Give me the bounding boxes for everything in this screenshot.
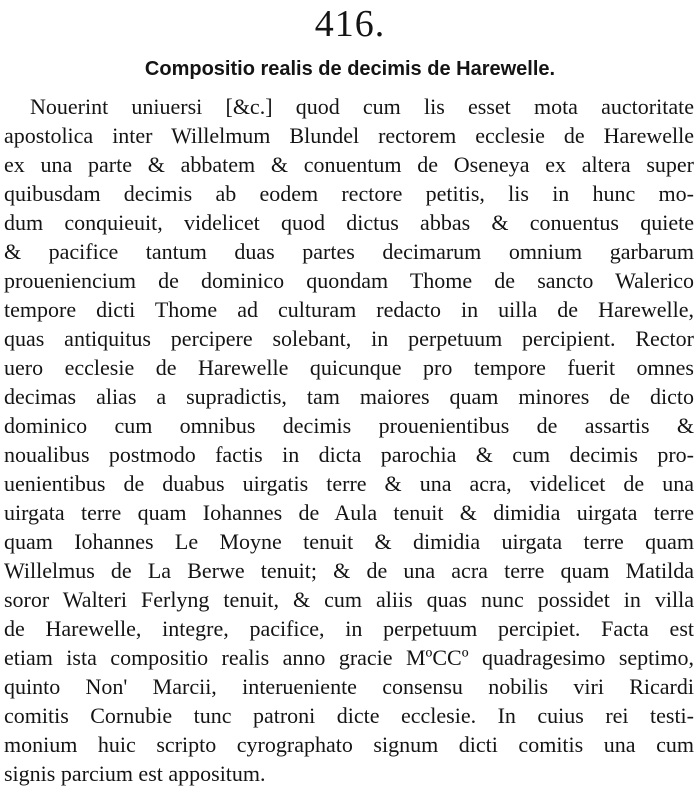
text-line: quibusdam decimis ab eodem rectore petitis, lis in hunc mo- [4, 181, 694, 206]
text-line: Nouerint uniuersi [&c.] quod cum lis esset mota auctoritate [30, 94, 694, 119]
text-line: etiam ista compositio realis anno gracie MºCCº quadragesimo septimo, [4, 645, 694, 670]
text-line: monium huic scripto cyrographato signum dicti comitis una cum [4, 732, 694, 757]
text-line: Willelmus de La Berwe tenuit; & de una acra terre quam Matilda [4, 558, 694, 583]
text-line: decimas alias a supradictis, tam maiores quam minores de dicto [4, 384, 694, 409]
text-line: comitis Cornubie tunc patroni dicte ecclesie. In cuius rei testi- [4, 703, 694, 728]
text-line: quas antiquitus percipere solebant, in perpetuum percipient. Rector [4, 326, 694, 351]
text-line: & pacifice tantum duas partes decimarum omnium garbarum [4, 239, 694, 264]
body-text [4, 92, 694, 788]
text-line: uero ecclesie de Harewelle quicunque pro tempore fuerit omnes [4, 355, 694, 380]
page-number: 416. [314, 3, 386, 45]
text-line: uirgata terre quam Iohannes de Aula tenuit & dimidia uirgata terre [4, 500, 694, 525]
text-line: de Harewelle, integre, pacifice, in perpetuum percipiet. Facta est [4, 616, 694, 641]
text-line: proueniencium de dominico quondam Thome de sancto Walerico [4, 268, 694, 293]
text-line: ex una parte & abbatem & conuentum de Oseneya ex altera super [4, 152, 694, 177]
text-line: quinto Non' Marcii, interueniente consensu nobilis viri Ricardi [4, 674, 694, 699]
text-line: dominico cum omnibus decimis prouenientibus de assartis & [4, 413, 694, 438]
text-line: apostolica inter Willelmum Blundel rectorem ecclesie de Harewelle [4, 123, 694, 148]
text-line: soror Walteri Ferlyng tenuit, & cum aliis quas nunc possidet in villa [4, 587, 694, 612]
text-line: dum conquieuit, videlicet quod dictus abbas & conuentus quiete [4, 210, 694, 235]
document-heading: Compositio realis de decimis de Harewelle. [144, 58, 556, 80]
text-line: uenientibus de duabus uirgatis terre & una acra, videlicet de una [4, 471, 694, 496]
text-line: noualibus postmodo factis in dicta parochia & cum decimis pro- [4, 442, 694, 467]
text-line: quam Iohannes Le Moyne tenuit & dimidia uirgata terre quam [4, 529, 694, 554]
text-line: signis parcium est appositum. [4, 761, 266, 786]
text-line: tempore dicti Thome ad culturam redacto in uilla de Harewelle, [4, 297, 694, 322]
